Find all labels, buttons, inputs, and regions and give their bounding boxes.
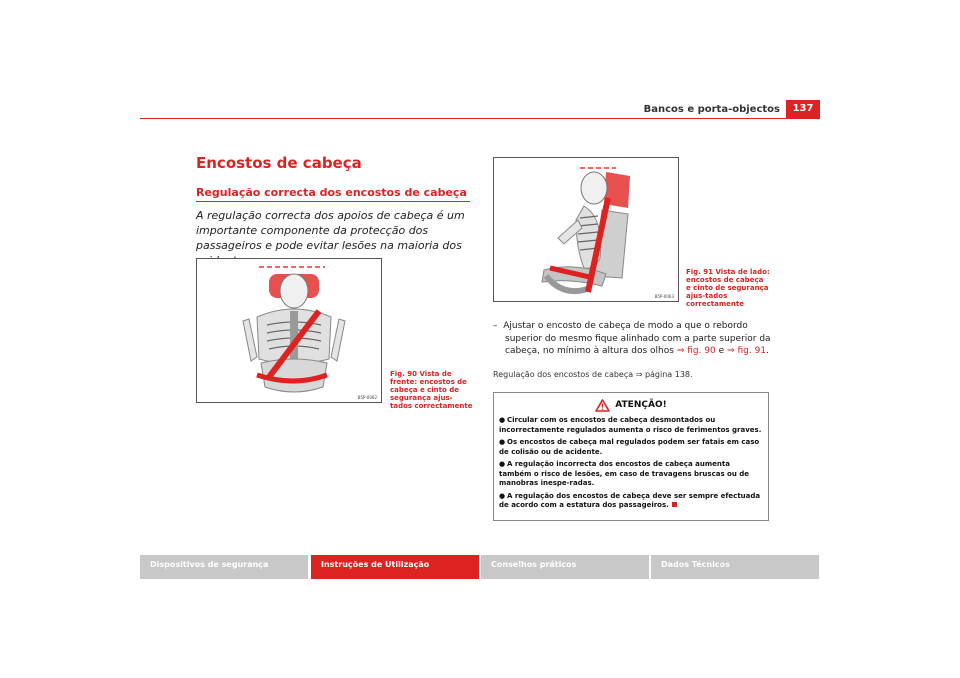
instruction-step <box>493 320 773 358</box>
figure-code: B5P-0062 <box>357 395 377 400</box>
warning-item <box>499 460 763 489</box>
header-divider <box>140 118 820 119</box>
warning-item-text: A regulação dos encostos de cabeça deve ser sempre efectuada de acordo com a estatura dos passageiros. <box>499 491 761 509</box>
footer-tab-safety[interactable]: Dispositivos de segurança <box>140 555 308 579</box>
footer-tab-instructions[interactable]: Instruções de Utilização <box>311 555 479 579</box>
page-number: 137 <box>786 100 820 118</box>
figure-side-view <box>493 157 679 302</box>
skeleton-side-illustration <box>494 158 679 302</box>
warning-item <box>499 492 763 511</box>
end-square-icon <box>672 502 677 507</box>
warning-item-text: A regulação incorrecta dos encostos de cabeça aumenta também o risco de lesões, em caso de travagens bruscas ou de manobras inespe-radas. <box>499 460 750 487</box>
warning-item-text: Circular com os encostos de cabeça desmontados ou incorrectamente regulados aumenta o risco de ferimentos graves. <box>499 416 762 434</box>
bullet-icon: ● <box>499 438 506 446</box>
reference-page[interactable]: página 138. <box>644 370 693 379</box>
figure-91-caption: Fig. 91 Vista de lado: encostos de cabeça e cinto de segurança ajus-tados correctamente <box>686 268 770 308</box>
skeleton-front-illustration <box>197 259 382 403</box>
page-reference <box>493 370 773 379</box>
warning-item-text: Os encostos de cabeça mal regulados podem ser fatais em caso de colisão ou de acidente. <box>499 438 760 456</box>
warning-triangle-icon <box>595 399 610 412</box>
figure-code: B5P-0063 <box>654 294 674 299</box>
bullet-icon: ● <box>499 460 506 468</box>
intro-paragraph: A regulação correcta dos apoios de cabeça é um importante componente da protecção dos passageiros e pode evitar lesões na maioria dos <box>196 209 465 252</box>
step-text: Ajustar o encosto de cabeça de modo a que o rebordo superior do mesmo fique alinhado com a parte superior da cabeça, no mínimo à altura dos olhos <box>503 321 771 356</box>
subsection-title: Regulação correcta dos encostos de cabeça <box>196 186 467 199</box>
figure-90-caption: Fig. 90 Vista de frente: encostos de cabeça e cinto de segurança ajus-tados correctamente <box>390 370 473 410</box>
warning-item <box>499 416 763 435</box>
bullet-icon: ● <box>499 416 506 424</box>
figure-front-view <box>196 258 382 403</box>
fig-91-link[interactable]: ⇒ fig. 91 <box>727 346 767 356</box>
warning-item <box>499 438 763 457</box>
step-end: . <box>766 346 769 356</box>
section-title: Encostos de cabeça <box>196 154 362 172</box>
step-dash: – <box>493 321 498 331</box>
reference-text: Regulação dos encostos de cabeça <box>493 370 634 379</box>
warning-header <box>499 398 763 412</box>
footer-tab-tips[interactable]: Conselhos práticos <box>481 555 649 579</box>
warning-title: ATENÇÃO! <box>615 400 667 410</box>
bullet-icon: ● <box>499 491 506 500</box>
running-header: Bancos e porta-objectos <box>643 104 780 115</box>
subsection-divider <box>196 201 470 202</box>
step-conjunction: e <box>718 346 725 356</box>
footer-tab-technical[interactable]: Dados Técnicos <box>651 555 819 579</box>
fig-90-link[interactable]: ⇒ fig. 90 <box>676 346 716 356</box>
reference-arrow: ⇒ <box>635 370 643 379</box>
warning-box <box>493 392 769 521</box>
